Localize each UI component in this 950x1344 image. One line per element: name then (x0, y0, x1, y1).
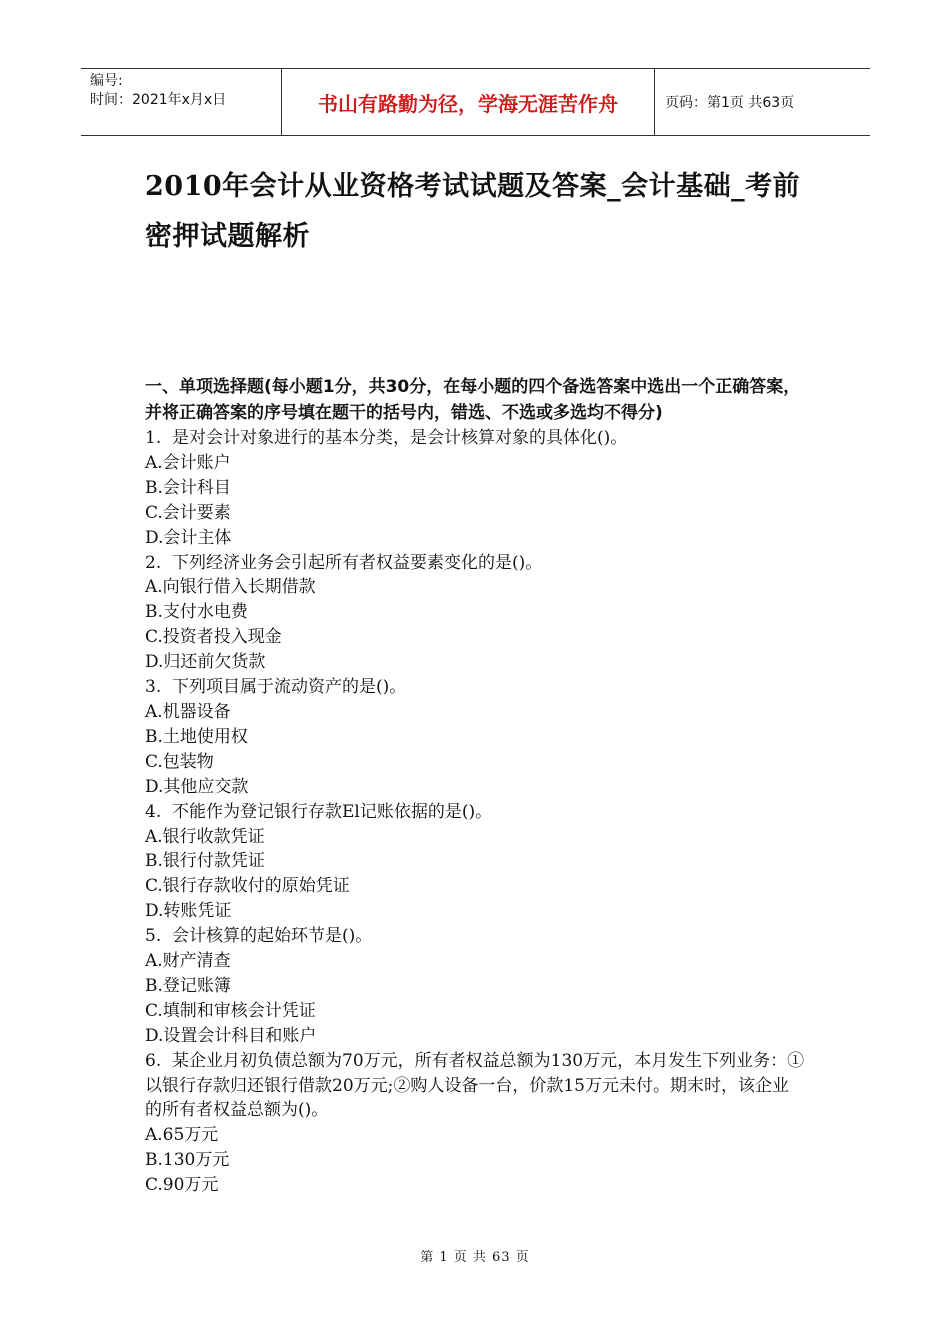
section-heading: 一、单项选择题(每小题1分，共30分，在每小题的四个备选答案中选出一个正确答案，并将正确答案的序号填在题干的括号内，错选、不选或多选均不得分) (145, 377, 801, 423)
question-stem: 1. 是对会计对象进行的基本分类，是会计核算对象的具体化()。 (145, 428, 628, 448)
answer-option: A.向银行借入长期借款 (145, 577, 316, 598)
answer-option: B.会计科目 (145, 477, 231, 498)
question-stem: 6. 某企业月初负债总额为70万元，所有者权益总额为130万元，本月发生下列业务：①以银行存款归还银行借款20万元;②购人设备一台，价款15万元未付。期末时，该企业的所有者权益总额为()。 (145, 1050, 805, 1121)
document-body (145, 374, 805, 1198)
answer-option: B.130万元 (145, 1150, 230, 1171)
answer-option: C.投资者投入现金 (145, 627, 282, 648)
document-title: 2010年会计从业资格考试试题及答案_会计基础_考前密押试题解析 (145, 171, 801, 252)
answer-option: C.会计要素 (145, 502, 231, 523)
answer-option: D.会计主体 (145, 527, 232, 548)
answer-option: D.设置会计科目和账户 (145, 1025, 317, 1046)
answer-option: B.登记账簿 (145, 975, 231, 996)
header-page-info: 页码：第1页 共63页 (665, 95, 795, 111)
question-stem: 2. 下列经济业务会引起所有者权益要素变化的是()。 (145, 552, 543, 573)
question-stem: 4. 不能作为登记银行存款El记账依据的是()。 (145, 801, 493, 822)
answer-option: D.归还前欠货款 (145, 652, 266, 673)
question-list (145, 426, 805, 1198)
question-stem: 5. 会计核算的起始环节是()。 (145, 926, 373, 947)
page-footer: 第 1 页 共 63 页 (420, 1250, 530, 1265)
page-header (81, 68, 870, 136)
header-meta (81, 69, 282, 135)
answer-option: A.财产清查 (145, 951, 231, 972)
answer-option: C.银行存款收付的原始凭证 (145, 876, 350, 897)
question-stem: 3. 下列项目属于流动资产的是()。 (145, 677, 407, 698)
answer-option: A.机器设备 (145, 701, 231, 722)
answer-option: C.90万元 (145, 1175, 219, 1196)
answer-option: C.填制和审核会计凭证 (145, 1000, 316, 1021)
answer-option: B.银行付款凭证 (145, 851, 265, 872)
answer-option: B.土地使用权 (145, 726, 248, 747)
time-label: 时间：2021年x月x日 (90, 92, 227, 108)
answer-option: B.支付水电费 (145, 602, 248, 623)
header-motto: 书山有路勤为径，学海无涯苦作舟 (282, 69, 655, 135)
answer-option: A.银行收款凭证 (145, 826, 265, 847)
answer-option: A.65万元 (145, 1125, 219, 1146)
answer-option: A.会计账户 (145, 452, 231, 473)
answer-option: D.其他应交款 (145, 776, 249, 797)
answer-option: D.转账凭证 (145, 901, 232, 922)
answer-option: C.包装物 (145, 751, 214, 772)
number-label: 编号: (90, 73, 123, 89)
